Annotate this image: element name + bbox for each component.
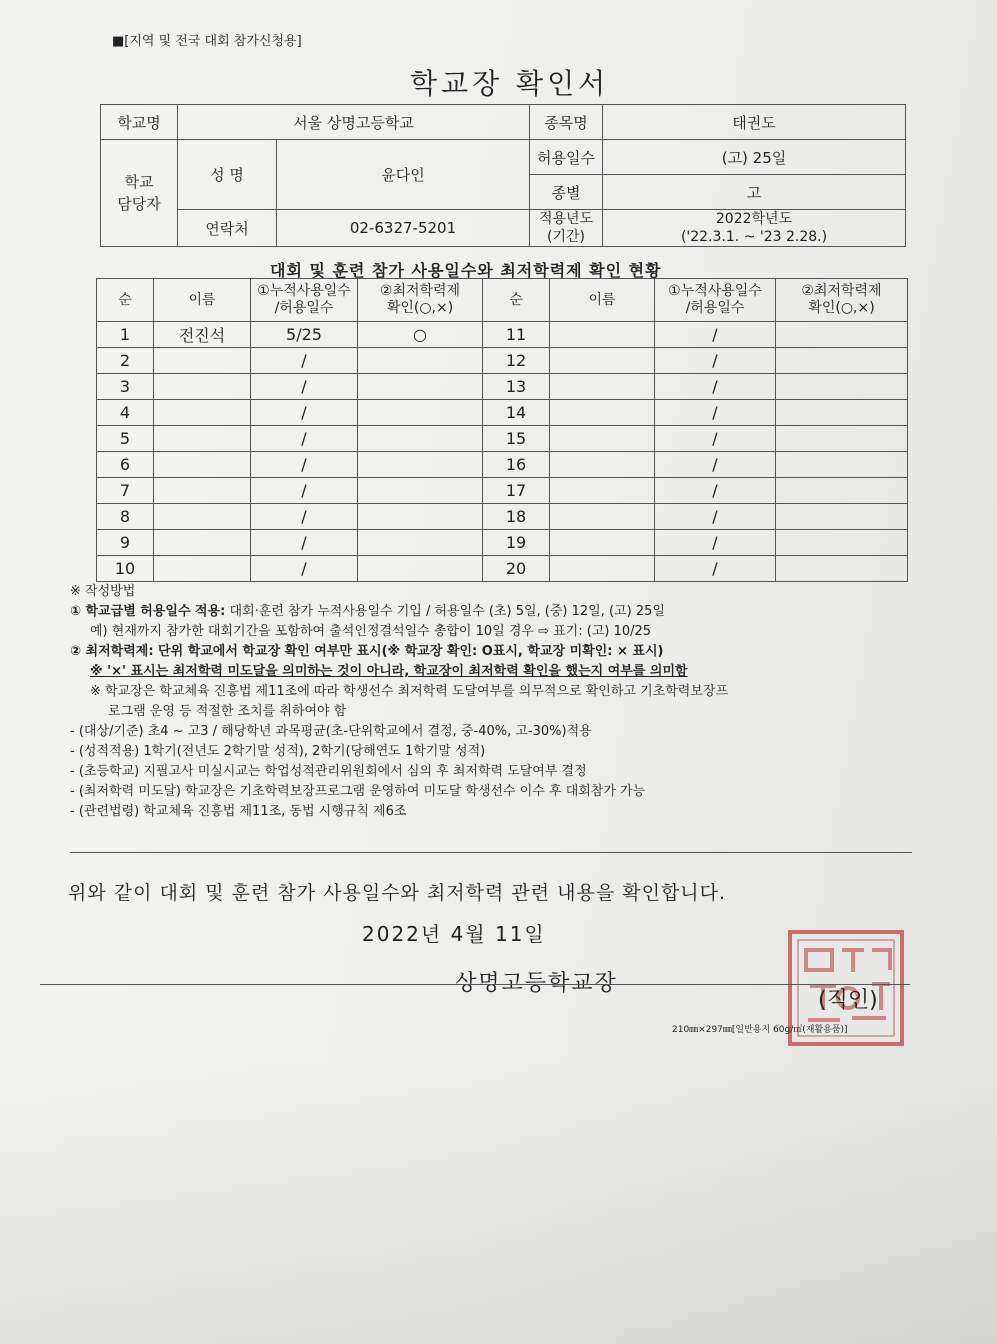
note-1 — [70, 602, 728, 622]
cell-check — [358, 400, 483, 426]
status-header-row — [97, 279, 908, 322]
col-no-header: 순 — [97, 279, 154, 322]
cell-check — [358, 530, 483, 556]
cell-no: 17 — [483, 478, 550, 504]
col-check-header: ②최저학력제 확인(○,×) — [358, 279, 483, 322]
cell-no: 12 — [483, 348, 550, 374]
note-1-title: ① 학교급별 허용일수 적용: — [70, 604, 226, 619]
cell-no: 16 — [483, 452, 550, 478]
detail-1: - (대상/기준) 초4 ~ 고3 / 해당학년 과목평균(초-단위학교에서 결정, 중-40%, 고-30%)적용 — [70, 724, 592, 739]
cell-name — [550, 374, 655, 400]
cell-days: / — [251, 400, 358, 426]
sport-label: 종목명 — [530, 105, 603, 140]
notes-section — [70, 582, 728, 822]
sport-value: 태권도 — [603, 105, 906, 140]
cell-no: 11 — [483, 322, 550, 348]
cell-check — [776, 400, 908, 426]
cell-name — [154, 348, 251, 374]
table-row — [97, 556, 908, 582]
cell-days: / — [251, 426, 358, 452]
notes-heading: ※ 작성방법 — [70, 584, 136, 599]
cell-days: / — [251, 478, 358, 504]
col-name-header-right: 이름 — [550, 279, 655, 322]
detail-4: - (최저학력 미도달) 학교장은 기초학력보장프로그램 운영하여 미도달 학생선수 이수 후 대회참가 가능 — [70, 784, 646, 799]
issue-date: 2022년 4월 11일 — [362, 922, 546, 946]
cell-check — [776, 478, 908, 504]
cell-no: 8 — [97, 504, 154, 530]
cell-name: 전진석 — [154, 322, 251, 348]
cell-check — [776, 426, 908, 452]
cell-no: 1 — [97, 322, 154, 348]
table-row — [97, 322, 908, 348]
cell-no: 14 — [483, 400, 550, 426]
cell-days: / — [251, 374, 358, 400]
detail-5: - (관련법령) 학교체육 진흥법 제11조, 동법 시행규칙 제6조 — [70, 804, 407, 819]
cell-days: / — [251, 452, 358, 478]
col-days-header-right: ①누적사용일수 /허용일수 — [655, 279, 776, 322]
cell-name — [550, 426, 655, 452]
cell-no: 18 — [483, 504, 550, 530]
table-row — [97, 348, 908, 374]
note-2-sub: ※ '×' 표시는 최저학력 미도달을 의미하는 것이 아니라, 학교장이 최저학력 확인을 했는지 여부를 의미함 — [90, 664, 688, 679]
note-3-b: 로그램 운영 등 적절한 조치를 취하여야 함 — [108, 704, 347, 719]
table-row — [97, 426, 908, 452]
cell-check — [776, 504, 908, 530]
confirmation-text: 위와 같이 대회 및 훈련 참가 사용일수와 최저학력 관련 내용을 확인합니다. — [68, 882, 727, 904]
cell-check — [358, 374, 483, 400]
cell-name — [550, 530, 655, 556]
cell-days: / — [655, 530, 776, 556]
cell-days: / — [655, 504, 776, 530]
manager-label: 학교 담당자 — [101, 140, 178, 247]
cell-days: / — [655, 426, 776, 452]
days-label: 허용일수 — [530, 140, 603, 175]
cell-name — [550, 504, 655, 530]
note-2: ② 최저학력제: 단위 학교에서 학교장 확인 여부만 표시(※ 학교장 확인: O표시, 학교장 미확인: × 표시) — [70, 644, 664, 659]
contact-label: 연락처 — [178, 210, 277, 247]
cell-name — [550, 556, 655, 582]
cell-no: 10 — [97, 556, 154, 582]
cell-name — [154, 426, 251, 452]
cell-no: 9 — [97, 530, 154, 556]
note-3-a: ※ 학교장은 학교체육 진흥법 제11조에 따라 학생선수 최저학력 도달여부를 의무적으로 확인하고 기초학력보장프 — [90, 684, 729, 699]
seal-label: (직인) — [818, 988, 878, 1013]
table-row — [97, 530, 908, 556]
cell-no: 2 — [97, 348, 154, 374]
cell-check — [776, 348, 908, 374]
cell-name — [154, 504, 251, 530]
col-check-header-right: ②최저학력제 확인(○,×) — [776, 279, 908, 322]
cell-name — [550, 400, 655, 426]
cell-name — [550, 478, 655, 504]
cell-check — [776, 556, 908, 582]
signature-rule — [40, 984, 910, 985]
cell-no: 19 — [483, 530, 550, 556]
cell-check — [776, 530, 908, 556]
table-row — [97, 374, 908, 400]
school-label: 학교명 — [101, 105, 178, 140]
school-value: 서울 상명고등학교 — [178, 105, 530, 140]
paper-shadow — [0, 1060, 997, 1344]
cell-check: ○ — [358, 322, 483, 348]
kind-label: 종별 — [530, 175, 603, 210]
cell-name — [154, 400, 251, 426]
cell-no: 4 — [97, 400, 154, 426]
note-1-example: 예) 현재까지 참가한 대회기간을 포함하여 출석인정결석일수 총합이 10일 경우 ⇨ 표기: (고) 10/25 — [90, 624, 652, 639]
table-row — [97, 504, 908, 530]
school-info-table — [100, 104, 906, 247]
form-tag: ■[지역 및 전국 대회 참가신청용] — [112, 34, 302, 49]
table-row — [97, 400, 908, 426]
col-no-header-right: 순 — [483, 279, 550, 322]
status-table — [96, 278, 908, 582]
cell-name — [154, 452, 251, 478]
cell-name — [154, 530, 251, 556]
cell-name — [154, 374, 251, 400]
cell-days: / — [655, 452, 776, 478]
cell-days: 5/25 — [251, 322, 358, 348]
cell-no: 3 — [97, 374, 154, 400]
name-label: 성 명 — [178, 140, 277, 210]
cell-days: / — [655, 348, 776, 374]
principal-name: 상명고등학교장 — [455, 971, 618, 996]
document-title: 학교장 확인서 — [410, 67, 610, 100]
cell-no: 6 — [97, 452, 154, 478]
cell-name — [550, 452, 655, 478]
cell-days: / — [251, 530, 358, 556]
year-value: 2022학년도 ('22.3.1. ~ '23 2.28.) — [603, 210, 906, 247]
cell-days: / — [251, 504, 358, 530]
cell-check — [358, 478, 483, 504]
col-days-header: ①누적사용일수 /허용일수 — [251, 279, 358, 322]
cell-check — [776, 322, 908, 348]
cell-check — [358, 504, 483, 530]
cell-check — [358, 452, 483, 478]
cell-check — [358, 426, 483, 452]
cell-no: 20 — [483, 556, 550, 582]
cell-no: 15 — [483, 426, 550, 452]
cell-days: / — [655, 556, 776, 582]
cell-name — [154, 478, 251, 504]
notes-bottom-rule — [70, 852, 912, 853]
table-row — [97, 452, 908, 478]
detail-3: - (초등학교) 지필고사 미실시교는 학업성적관리위원회에서 심의 후 최저학력 도달여부 결정 — [70, 764, 587, 779]
detail-2: - (성적적용) 1학기(전년도 2학기말 성적), 2학기(당해연도 1학기말 성적) — [70, 744, 486, 759]
cell-days: / — [251, 348, 358, 374]
cell-no: 5 — [97, 426, 154, 452]
status-title: 대회 및 훈련 참가 사용일수와 최저학력제 확인 현황 — [270, 261, 662, 280]
cell-name — [550, 348, 655, 374]
contact-value: 02-6327-5201 — [277, 210, 530, 247]
cell-name — [550, 322, 655, 348]
cell-check — [358, 556, 483, 582]
cell-name — [154, 556, 251, 582]
year-label: 적용년도 (기간) — [530, 210, 603, 247]
cell-days: / — [655, 374, 776, 400]
days-value: (고) 25일 — [603, 140, 906, 175]
cell-days: / — [251, 556, 358, 582]
col-name-header: 이름 — [154, 279, 251, 322]
cell-days: / — [655, 478, 776, 504]
paper-spec-footnote: 210㎜×297㎜[일반용지 60g/㎡(재활용품)] — [672, 1025, 848, 1035]
note-1-text: 대회·훈련 참가 누적사용일수 기입 / 허용일수 (초) 5일, (중) 12일, (고) 25일 — [225, 604, 665, 619]
cell-check — [358, 348, 483, 374]
cell-no: 13 — [483, 374, 550, 400]
cell-check — [776, 374, 908, 400]
cell-days: / — [655, 322, 776, 348]
table-row — [97, 478, 908, 504]
cell-check — [776, 452, 908, 478]
kind-value: 고 — [603, 175, 906, 210]
cell-days: / — [655, 400, 776, 426]
cell-no: 7 — [97, 478, 154, 504]
name-value: 윤다인 — [277, 140, 530, 210]
